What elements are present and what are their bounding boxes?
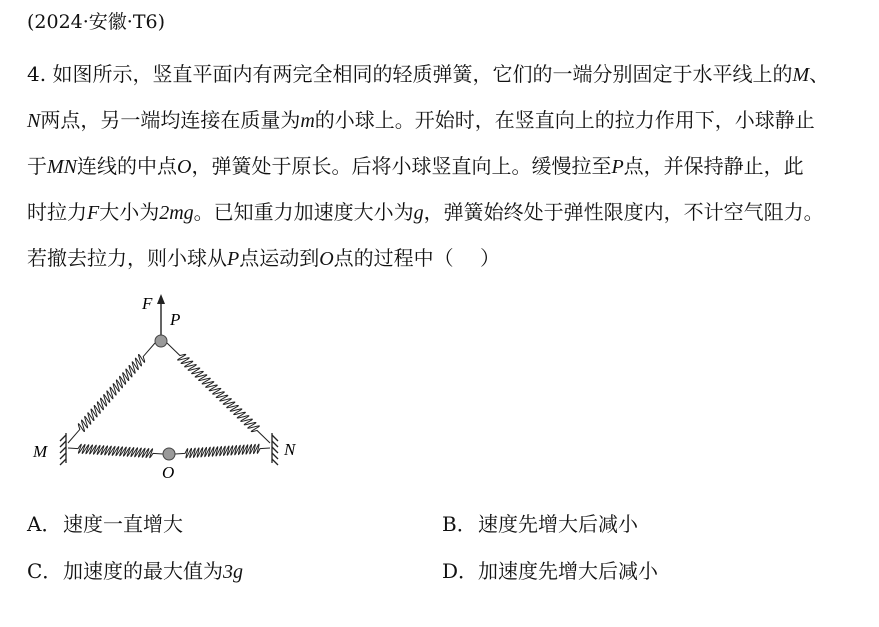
option-a[interactable] (27, 508, 183, 537)
label-M: M (33, 442, 48, 461)
question-text: 时拉力 (27, 200, 87, 224)
option-text: 速度先增大后减小 (478, 512, 638, 536)
ball-P (155, 335, 167, 347)
option-math: 3g (223, 561, 243, 583)
var-N: N (27, 110, 41, 132)
option-c[interactable] (27, 555, 243, 584)
force-arrow (157, 294, 165, 335)
spring-right-diagonal (167, 343, 270, 443)
question-text: 于 (27, 154, 47, 178)
label-O: O (162, 463, 175, 482)
source-tag: (2024·安徽·T6) (27, 11, 166, 33)
ball-O (163, 448, 175, 460)
wall-M (60, 433, 66, 465)
question-text: ，弹簧处于原长。后将小球竖直向上。缓慢拉至 (191, 154, 612, 178)
question-text: 点，并保持静止，此 (623, 154, 804, 178)
question-line-3 (27, 150, 804, 179)
var-2mg: 2mg (159, 202, 194, 224)
question-line-1 (27, 58, 829, 87)
label-N: N (284, 440, 296, 459)
question-text: 。已知重力加速度大小为 (193, 200, 414, 224)
option-text: 速度一直增大 (63, 512, 183, 536)
option-b[interactable] (442, 508, 638, 537)
question-text: 的小球上。开始时，在竖直向上的拉力作用下，小球静止 (314, 108, 815, 132)
wall-N (272, 433, 278, 465)
label-F: F (142, 294, 153, 313)
spring-left-diagonal (68, 343, 155, 443)
option-letter: C． (27, 559, 63, 583)
option-text: 加速度的最大值为 (63, 559, 223, 583)
question-line-4 (27, 196, 824, 225)
var-F: F (87, 202, 100, 224)
springs (68, 343, 270, 458)
question-line-2 (27, 104, 815, 133)
option-text: 加速度先增大后减小 (478, 559, 658, 583)
question-text: 大小为 (99, 200, 160, 224)
question-text: 点运动到 (239, 246, 320, 270)
question-text: 若撤去拉力，则小球从 (27, 246, 227, 270)
question-text: 如图所示，竖直平面内有两完全相同的轻质弹簧，它们的一端分别固定于水平线上的 (52, 62, 793, 86)
var-m: m (300, 110, 315, 132)
var-P: P (227, 248, 240, 270)
var-g: g (413, 202, 424, 224)
option-letter: B． (442, 512, 477, 536)
var-O: O (177, 156, 192, 178)
question-number: 4. (27, 62, 47, 86)
label-P: P (170, 310, 181, 329)
var-O: O (319, 248, 334, 270)
spring-left-bottom (68, 444, 163, 457)
spring-diagram (30, 285, 310, 485)
option-d[interactable] (442, 555, 658, 584)
question-line-5 (27, 242, 500, 271)
var-M: M (792, 64, 810, 86)
question-text: 两点，另一端均连接在质量为 (40, 108, 301, 132)
option-letter: D． (442, 559, 479, 583)
spring-right-bottom (175, 444, 270, 458)
var-MN: MN (47, 156, 77, 178)
question-text: 点的过程中（ ） (333, 246, 501, 270)
question-text: 、 (809, 62, 830, 86)
option-letter: A． (27, 512, 62, 536)
question-text: 连线的中点 (77, 154, 177, 178)
question-text: ，弹簧始终处于弹性限度内，不计空气阻力。 (423, 200, 824, 224)
var-P: P (611, 156, 624, 178)
